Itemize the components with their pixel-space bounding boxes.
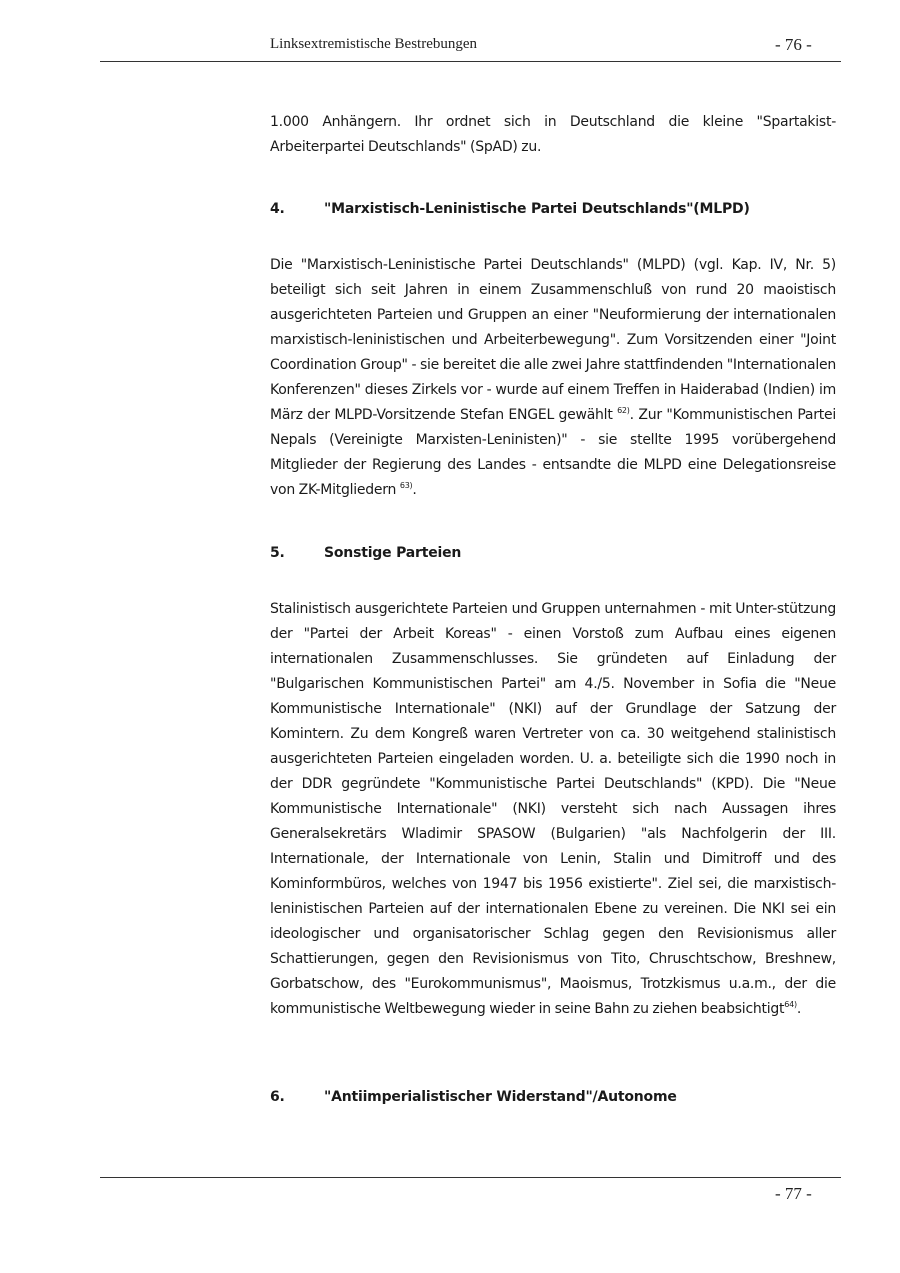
section-4-text-a: Die "Marxistisch-Leninistische Partei Deutschlands" (MLPD) (vgl. Kap. IV, Nr. 5) beteiligt sich seit Jahren in einem Zusammenschluß von rund 20 maoistisch ausgerichteten Parteien und Gruppen an einer "Neuformierung der internationalen marxistisch-leninistischen und Arbeiterbewegung". Zum Vorsitzenden einer "Joint Coordination Group" - sie bereitet die alle zwei Jahre stattfindenden "Internationalen Konferenzen" dieses Zirkels vor - wurde auf einem Treffen in Haiderabad (Indien) im März der MLPD-Vorsitzende Stefan ENGEL gewählt [270,257,836,423]
section-6-number: 6. [270,1089,285,1105]
section-4-text-c: . [412,482,417,498]
section-5-text-b: . [796,1001,802,1017]
section-4-paragraph [270,253,836,503]
section-5-number: 5. [270,545,285,561]
section-4-heading [270,199,836,219]
intro-block [270,110,836,160]
section-5-text-a: Stalinistisch ausgerichtete Parteien und Gruppen unternahmen - mit Unter-stützung der "Partei der Arbeit Koreas" - einen Vorstoß zum Aufbau eines eigenen internationalen Zusammenschlusses. Sie gründeten auf Einladung der "Bulgarischen Kommunistischen Partei" am 4./5. November in Sofia die "Neue Kommunistische Internationale" (NKI) auf der Grundlage der Satzung der Komintern. Zu dem Kongreß waren Vertreter von ca. 30 weitgehend stalinistisch ausgerichteten Parteien eingeladen worden. U. a. beteiligte sich die 1990 noch in der DDR gegründete "Kommunistische Partei Deutschlands" (KPD). Die "Neue Kommunistische Internationale" (NKI) versteht sich nach Aussagen ihres Generalsekretärs Wladimir SPASOW (Bulgarien) "als Nachfolgerin der III. Internationale, der Internationale von Lenin, Stalin und Dimitroff und des Kominformbüros, welches von 1947 bis 1956 existierte". Ziel sei, die marxistisch-leninistischen Parteien auf der internationalen Ebene zu vereinen. Die NKI sei ein ideologischer und organisatorischer Schlag gegen den Revisionismus aller Schattierungen, gegen den Revisionismus von Tito, Chruschtschow, Breshnew, Gorbatschow, des "Eurokommunismus", Maoismus, Trotzkismus u.a.m., der die kommunistische Weltbewegung wieder in seine Bahn zu ziehen beabsichtigt [270,601,836,1017]
section-6-title: "Antiimperialistischer Widerstand"/Autonome [324,1089,677,1105]
footer-page-number: - 77 - [775,1184,812,1203]
footer-rule [100,1177,841,1178]
section-4-body [270,253,836,503]
header-page-number: - 76 - [775,35,812,54]
footnote-64: 64) [784,1000,797,1009]
section-4-title: "Marxistisch-Leninistische Partei Deutschlands"(MLPD) [324,201,750,217]
section-5-heading [270,543,836,563]
footnote-63: 63) [399,481,413,490]
intro-paragraph: 1.000 Anhängern. Ihr ordnet sich in Deutschland die kleine "Spartakist-Arbeiterpartei Deutschlands" (SpAD) zu. [270,114,836,155]
section-5-body [270,597,836,1022]
section-6-heading [270,1087,836,1107]
header-rule [100,61,841,62]
footnote-62: 62) [617,406,630,415]
running-header-title: Linksextremistische Bestrebungen [270,36,478,52]
section-5-title: Sonstige Parteien [324,545,462,561]
section-4-text-b: . Zur "Kommunistischen Partei Nepals (Vereinigte Marxisten-Leninisten)" - sie stellte 1995 vorübergehend Mitglieder der Regierung des Landes - entsandte die MLPD eine Delegationsreise von ZK-Mitgliedern [270,407,836,498]
section-5-paragraph [270,597,836,1022]
section-4-number: 4. [270,201,285,217]
